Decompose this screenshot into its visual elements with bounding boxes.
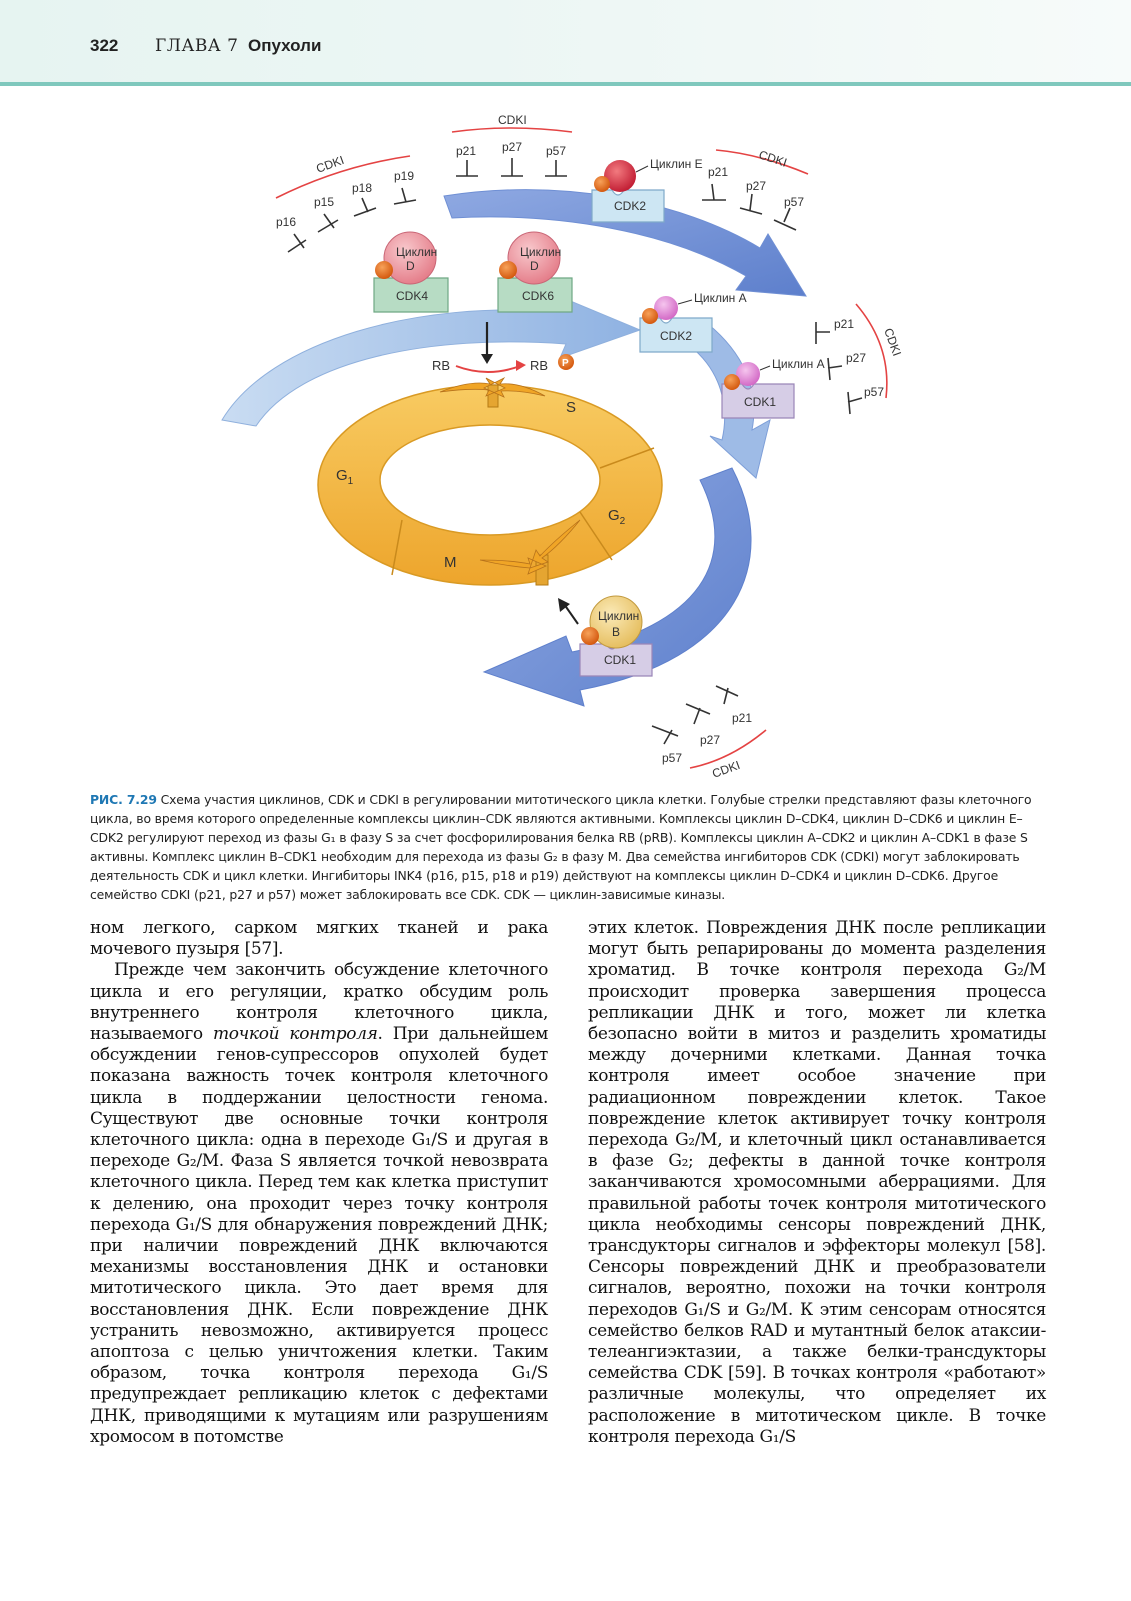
cdki-top-arc bbox=[452, 128, 572, 132]
header-rule bbox=[0, 82, 1131, 86]
svg-text:Циклин: Циклин bbox=[598, 609, 640, 623]
cdki-right-top-label: CDKI bbox=[757, 147, 789, 170]
rb-p-label: RB bbox=[530, 358, 549, 373]
phase-g1-label: $G_1$ bbox=[336, 467, 354, 487]
cdki-right-mid-label: CDKI bbox=[881, 326, 905, 358]
phase-s-label: S bbox=[566, 399, 577, 416]
phosphate-ball bbox=[594, 176, 610, 192]
svg-text:Циклин: Циклин bbox=[396, 245, 438, 259]
caption-text: Схема участия циклинов, CDK и CDKI в регулировании митотического цикла клетки. Голубые стрелки представляют фазы клеточного цикла, во время которого определенные комплексы циклин–CDK являются активными. Комплексы циклин D–CDK4, циклин D–CDK6 и циклин E–CDK2 регулируют переход из фазы G₁ в фазу S за счет фосфорилирования белка RB (pRB). Комплексы циклин A–CDK2 и циклин A–CDK1 в фазе S активны. Комплекс циклин B–CDK1 необходим для перехода из фазы G₂ в фазу M. Два семейства ингибиторов CDK (CDKI) могут заблокировать деятельность CDK и цикл клетки. Ингибиторы INK4 (p16, p15, p18 и p19) действуют на комплексы циклин D–CDK4 и циклин D–CDK6. Другое семейство CDKI (p21, p27 и p57) может заблокировать все CDK. CDK — циклин-зависимые киназы. bbox=[90, 792, 1032, 902]
cdki-bottom-label: CDKI bbox=[710, 757, 742, 781]
right-top-inhibitor-p21: p21 bbox=[708, 165, 729, 179]
emphasis-term: точкой контроля bbox=[213, 1024, 378, 1045]
cyclin-e-cdk2-complex bbox=[592, 157, 703, 222]
page-number: 322 bbox=[90, 36, 119, 55]
phosphate-ball bbox=[375, 261, 393, 279]
cdk4-label: CDK4 bbox=[396, 289, 429, 303]
bottom-inhibitor-p57: p57 bbox=[662, 751, 683, 765]
phosphate-ball bbox=[499, 261, 517, 279]
left-inhibitor-p19: p19 bbox=[394, 169, 415, 183]
cyclin-e-label: Циклин E bbox=[650, 157, 703, 171]
cyclin-d-cdk6-complex bbox=[498, 232, 572, 312]
phase-m-label: M bbox=[444, 554, 457, 571]
rb-label: RB bbox=[432, 358, 451, 373]
bottom-inhibitor-p21: p21 bbox=[732, 711, 753, 725]
figure-caption bbox=[90, 790, 1050, 904]
phosphate-ball bbox=[724, 374, 740, 390]
cyclin-d-cdk4-complex bbox=[374, 232, 448, 312]
cdk1-bottom-label: CDK1 bbox=[604, 653, 637, 667]
cell-cycle-figure bbox=[0, 90, 1131, 790]
svg-text:Циклин: Циклин bbox=[520, 245, 562, 259]
left-inhibitor-p18: p18 bbox=[352, 181, 373, 195]
cdki-left-label: CDKI bbox=[314, 152, 346, 176]
svg-text:D: D bbox=[406, 259, 415, 273]
phosphate-ball bbox=[581, 627, 599, 645]
right-mid-inhibitor-p57: p57 bbox=[864, 385, 885, 399]
cdk2-top-label: CDK2 bbox=[614, 199, 647, 213]
chapter-label: ГЛАВА 7 bbox=[155, 36, 239, 56]
right-paragraph-1: этих клеток. Повреждения ДНК после репликации могут быть репарированы до момента разделения хроматид. В точке контроля перехода G₂/M происходит проверка завершения процесса репликации ДНК и того, может ли клетка безопасно войти в митоз и разделить хроматиды между дочерними клетками. Данная точка контроля имеет особое значение при радиационном повреждении клеток. Такое повреждение клеток активирует точку контроля перехода G₂/M, и клеточный цикл останавливается в фазе G₂; дефекты в данной точке контроля заканчиваются хромосомными аберрациями. Для правильной работы точек контроля митотического цикла необходимы сенсоры повреждений ДНК, трансдукторы сигналов и эффекторы молекул [58]. Сенсоры повреждений ДНК и преобразователи сигналов, вероятно, похожи на точки контроля переходов G₁/S и G₂/M. К этим сенсорам относятся семейство белков RAD и мутантный белок атаксии-телеангиэктазии, а также белки-трансдукторы семейства CDK [59]. В точках контроля «работают» различные молекулы, что определяет их расположение в митотическом цикле. В точке контроля перехода G₁/S bbox=[588, 918, 1046, 1447]
body-column-right bbox=[588, 918, 1046, 1448]
right-mid-inhibitor-p27: p27 bbox=[846, 351, 867, 365]
cdki-top-label: CDKI bbox=[498, 113, 527, 127]
top-inhibitors bbox=[456, 158, 567, 176]
cdk2-mid-label: CDK2 bbox=[660, 329, 693, 343]
top-inhibitor-p57: p57 bbox=[546, 144, 567, 158]
cdk6-label: CDK6 bbox=[522, 289, 555, 303]
rb-arrow bbox=[456, 366, 520, 372]
right-top-inhibitor-p27: p27 bbox=[746, 179, 767, 193]
phase-g2-label: $G_2$ bbox=[608, 507, 626, 527]
svg-text:P: P bbox=[562, 358, 569, 369]
svg-text:B: B bbox=[612, 625, 621, 639]
phosphate-ball bbox=[642, 308, 658, 324]
left-paragraph-2: Прежде чем закончить обсуждение клеточного цикла и его регуляции, кратко обсудим роль внутреннего контроля клеточного цикла, называемого точкой контроля. При дальнейшем обсуждении генов-супрессоров опухолей будет показана важность точек контроля клеточного цикла в поддержании целостности генома. Существуют две основные точки контроля клеточного цикла: одна в переходе G₁/S и другая в переходе G₂/M. Фаза S является точкой невозврата клеточного цикла. Перед тем как клетка приступит к делению, она проходит через точку контроля перехода G₁/S для обнаружения повреждений ДНК; при наличии повреждений ДНК включаются механизмы восстановления ДНК и остановки митотического цикла. Это дает время для восстановления ДНК. Если повреждение ДНК устранить невозможно, активируется процесс апоптоза с целью уничтожения клетки. Таким образом, точка контроля перехода G₁/S предупреждает репликацию клеток с дефектами ДНК, приводящими к мутациям или разрушениям хромосом в потомстве bbox=[90, 960, 548, 1447]
bottom-inhibitor-p27: p27 bbox=[700, 733, 721, 747]
bottom-inhibitors bbox=[652, 686, 738, 744]
left-inhibitor-p16: p16 bbox=[276, 215, 297, 229]
cyclin-a2-label: Циклин A bbox=[772, 357, 825, 371]
left-inhibitor-p15: p15 bbox=[314, 195, 335, 209]
figure-label: РИС. 7.29 bbox=[90, 792, 157, 807]
cyclin-a-cdk2-complex bbox=[640, 291, 747, 352]
top-inhibitor-p27: p27 bbox=[502, 140, 523, 154]
right-top-inhibitor-p57: p57 bbox=[784, 195, 805, 209]
svg-text:D: D bbox=[530, 259, 539, 273]
body-column-left bbox=[90, 918, 548, 1448]
top-inhibitor-p21: p21 bbox=[456, 144, 477, 158]
cyclin-a-label: Циклин A bbox=[694, 291, 747, 305]
chapter-title: Опухоли bbox=[248, 36, 322, 55]
left-paragraph-1: ном легкого, сарком мягких тканей и рака мочевого пузыря [57]. bbox=[90, 918, 548, 960]
g1s-checkpoint bbox=[488, 385, 498, 407]
cdk1-mid-label: CDK1 bbox=[744, 395, 777, 409]
right-mid-inhibitor-p21: p21 bbox=[834, 317, 855, 331]
